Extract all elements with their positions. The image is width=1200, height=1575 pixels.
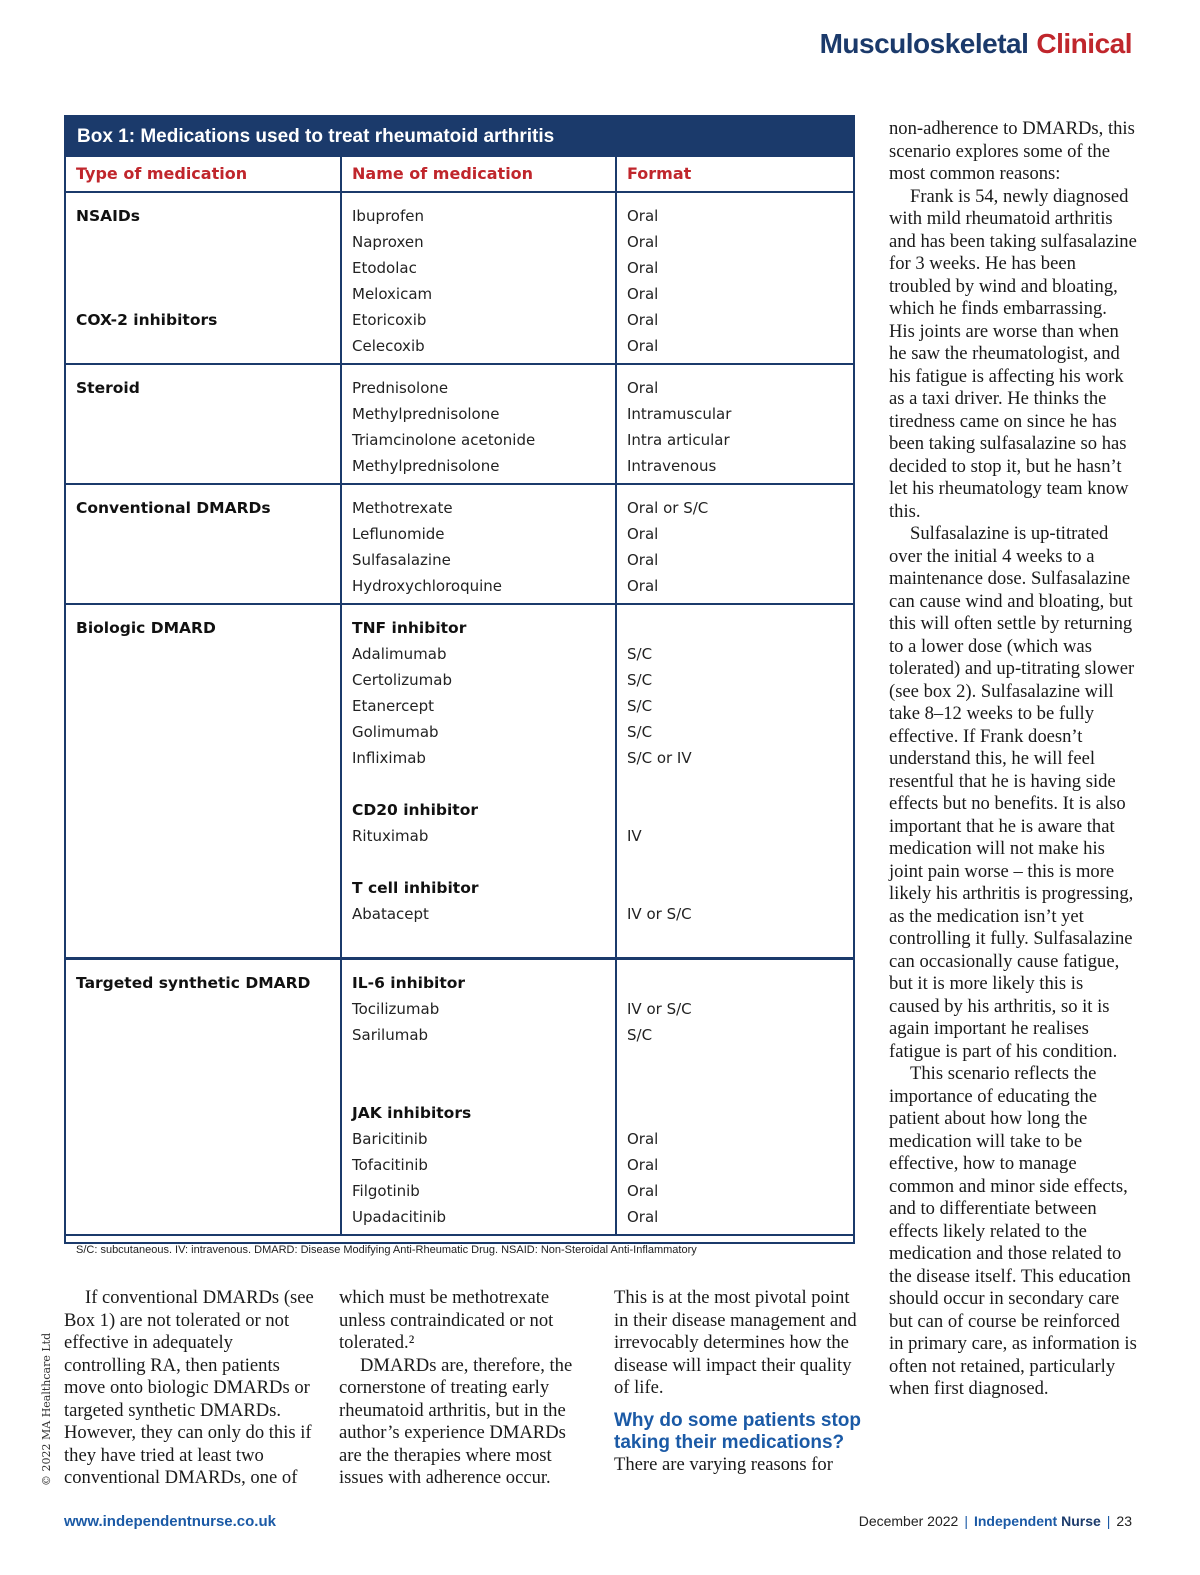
medication-name xyxy=(352,771,615,797)
medication-name: Meloxicam xyxy=(352,285,433,303)
medication-name: Sulfasalazine xyxy=(352,551,451,569)
medication-format: IV or S/C xyxy=(627,1000,692,1018)
issue-date: December 2022 xyxy=(858,1513,959,1529)
paragraph: This scenario reflects the importance of educating the patient about how long the medication will take to be effective, how to manage common and minor side effects, and to differentiate between effects likely related to the medication and those related to the disease itself. This education should occur in secondary care but can of course be reinforced in primary care, as information is often not retained, particularly when first diagnosed. xyxy=(889,1063,1137,1399)
medication-format: IV or S/C xyxy=(627,905,692,923)
section-header xyxy=(820,28,1132,60)
medication-name: Hydroxychloroquine xyxy=(352,577,503,595)
name-cell xyxy=(340,960,615,1234)
medication-format: Oral xyxy=(627,285,659,303)
medication-format xyxy=(627,849,853,875)
format-cell xyxy=(615,365,853,483)
format-cell xyxy=(615,485,853,603)
medication-format xyxy=(627,875,853,901)
drug-class-label: JAK inhibitors xyxy=(352,1104,472,1122)
name-cell xyxy=(340,365,615,483)
medication-format xyxy=(627,1048,853,1074)
column-header-name: Name of medication xyxy=(352,164,534,183)
medication-name xyxy=(352,1074,615,1100)
column-header-format: Format xyxy=(627,164,692,183)
text-column-1 xyxy=(64,1287,314,1490)
section-name: Musculoskeletal xyxy=(819,28,1029,59)
medication-name: Tofacitinib xyxy=(352,1156,428,1174)
medication-name: Filgotinib xyxy=(352,1182,420,1200)
medication-type xyxy=(76,229,340,255)
magazine-name-2: Nurse xyxy=(1061,1513,1101,1529)
name-cell xyxy=(340,485,615,603)
medication-format: Oral xyxy=(627,1156,659,1174)
medication-name: Abatacept xyxy=(352,905,429,923)
format-cell xyxy=(615,605,853,957)
drug-class-label: TNF inhibitor xyxy=(352,619,467,637)
type-cell xyxy=(66,605,340,957)
medication-name: Celecoxib xyxy=(352,337,425,355)
medication-name: Sarilumab xyxy=(352,1026,429,1044)
medication-name: Methotrexate xyxy=(352,499,453,517)
paragraph: There are varying reasons for xyxy=(614,1453,833,1475)
medication-name: Triamcinolone acetonide xyxy=(352,431,536,449)
table-row xyxy=(66,191,853,363)
table-title: Box 1: Medications used to treat rheumatoid arthritis xyxy=(66,117,853,155)
section-category: Clinical xyxy=(1036,28,1132,59)
separator: | xyxy=(964,1513,968,1529)
medication-name: Adalimumab xyxy=(352,645,447,663)
table-header-row xyxy=(66,155,853,191)
medication-format: S/C or IV xyxy=(627,749,692,767)
medication-format: Oral xyxy=(627,379,659,397)
medication-format: Oral xyxy=(627,1182,659,1200)
table-groups xyxy=(66,191,853,1234)
medication-format: Intramuscular xyxy=(627,405,732,423)
medication-table-box xyxy=(64,115,855,1256)
medication-format: Oral or S/C xyxy=(627,499,709,517)
medication-format: S/C xyxy=(627,1026,653,1044)
medication-name: Upadacitinib xyxy=(352,1208,447,1226)
name-cell xyxy=(340,605,615,957)
medication-format xyxy=(627,797,853,823)
page-footer xyxy=(859,1513,1132,1529)
medication-type: Biologic DMARD xyxy=(76,619,216,637)
paragraph: This is at the most pivotal point in their disease management and irrevocably determines how the disease will impact their quality of life. xyxy=(614,1287,857,1398)
medication-format: Oral xyxy=(627,259,659,277)
table-footnote: S/C: subcutaneous. IV: intravenous. DMARD: Disease Modifying Anti-Rheumatic Drug. NSAID: Non-Steroidal Anti-Inflammatory xyxy=(66,1234,853,1280)
medication-type xyxy=(76,255,340,281)
magazine-name: Independent xyxy=(973,1513,1058,1529)
paragraph: non-adherence to DMARDs, this scenario explores some of the most common reasons: xyxy=(889,118,1135,184)
medication-name: Methylprednisolone xyxy=(352,405,500,423)
medication-type: COX-2 inhibitors xyxy=(76,311,218,329)
text-column-4 xyxy=(889,118,1137,1401)
medication-format: Oral xyxy=(627,233,659,251)
medication-name: Golimumab xyxy=(352,723,439,741)
type-cell xyxy=(66,193,340,363)
table-body xyxy=(66,155,853,1234)
medication-name: Etanercept xyxy=(352,697,435,715)
medication-type xyxy=(76,333,340,359)
medication-format: Oral xyxy=(627,577,659,595)
medication-name xyxy=(352,927,615,953)
format-cell xyxy=(615,193,853,363)
medication-format: Oral xyxy=(627,207,659,225)
paragraph: Sulfasalazine is up-titrated over the initial 4 weeks to a maintenance dose. Sulfasalazine can cause wind and bloating, but this will often settle by returning to a lower dose (which was tolerated) and up-titrating slower (see box 2). Sulfasalazine will take 8–12 weeks to be fully effective. If Frank doesn’t understand this, he will feel resentful that he is having side effects but no benefits. It is also important that he is aware that medication will not make his joint pain worse – this is more likely his arthritis is progressing, as the medication isn’t yet controlling it fully. Sulfasalazine can occasionally cause fatigue, but it is more likely this is caused by his arthritis, so it is again important he realises fatigue is part of his condition. xyxy=(889,523,1135,1062)
medication-format xyxy=(627,927,853,953)
subheading: Why do some patients stop taking their medications? xyxy=(614,1409,862,1453)
medication-format: Oral xyxy=(627,311,659,329)
type-cell xyxy=(66,365,340,483)
text-column-2 xyxy=(339,1287,589,1490)
medication-format: S/C xyxy=(627,671,653,689)
medication-type: Conventional DMARDs xyxy=(76,499,271,517)
medication-name: Prednisolone xyxy=(352,379,449,397)
medication-name: Etodolac xyxy=(352,259,417,277)
text-column-3 xyxy=(614,1287,864,1476)
medication-name: Ibuprofen xyxy=(352,207,425,225)
medication-type xyxy=(76,281,340,307)
medication-format: S/C xyxy=(627,723,653,741)
table-row xyxy=(66,957,853,1234)
medication-name: Rituximab xyxy=(352,827,429,845)
page-number: 23 xyxy=(1116,1513,1132,1529)
format-cell xyxy=(615,960,853,1234)
medication-format xyxy=(627,1100,853,1126)
separator: | xyxy=(1106,1513,1111,1529)
type-cell xyxy=(66,960,340,1234)
column-header-type: Type of medication xyxy=(76,164,248,183)
medication-name: Methylprednisolone xyxy=(352,457,500,475)
medication-type: Targeted synthetic DMARD xyxy=(76,974,311,992)
medication-format xyxy=(627,615,853,641)
medication-format: Oral xyxy=(627,551,659,569)
medication-format: Oral xyxy=(627,1130,659,1148)
table-row xyxy=(66,603,853,957)
paragraph: If conventional DMARDs (see Box 1) are not tolerated or not effective in adequately controlling RA, then patients move onto biologic DMARDs or targeted synthetic DMARDs. However, they can only do this if they have tried at least two conventional DMARDs, one of xyxy=(64,1287,314,1488)
table-row xyxy=(66,363,853,483)
copyright-notice: © 2022 MA Healthcare Ltd xyxy=(40,1332,53,1486)
medication-name: Tocilizumab xyxy=(352,1000,440,1018)
type-cell xyxy=(66,485,340,603)
medication-type: NSAIDs xyxy=(76,207,140,225)
medication-name xyxy=(352,1048,615,1074)
paragraph: Frank is 54, newly diagnosed with mild rheumatoid arthritis and has been taking sulfasalazine for 3 weeks. He has been troubled by wind and bloating, which he finds embarrassing. His joints are worse than when he saw the rheumatologist, and his fatigue is affecting his work as a taxi driver. He thinks the tiredness came on since he has been taking sulfasalazine so has decided to stop it, but he hasn’t let his rheumatology team know this. xyxy=(889,185,1137,522)
medication-format xyxy=(627,1074,853,1100)
medication-name: Baricitinib xyxy=(352,1130,428,1148)
medication-name xyxy=(352,849,615,875)
medication-format: S/C xyxy=(627,697,653,715)
medication-name: Infliximab xyxy=(352,749,426,767)
medication-format: Oral xyxy=(627,525,659,543)
medication-format: Oral xyxy=(627,337,659,355)
medication-format: Oral xyxy=(627,1208,659,1226)
medication-type: Steroid xyxy=(76,379,140,397)
medication-format: Intravenous xyxy=(627,457,717,475)
drug-class-label: T cell inhibitor xyxy=(352,879,479,897)
medication-format: Intra articular xyxy=(627,431,730,449)
medication-format xyxy=(627,771,853,797)
medication-format: S/C xyxy=(627,645,653,663)
medication-name: Naproxen xyxy=(352,233,424,251)
medication-format: IV xyxy=(627,827,642,845)
medication-name: Certolizumab xyxy=(352,671,452,689)
paragraph: which must be methotrexate unless contraindicated or not tolerated.² xyxy=(339,1287,554,1353)
name-cell xyxy=(340,193,615,363)
website-link[interactable]: www.independentnurse.co.uk xyxy=(64,1513,276,1530)
paragraph: DMARDs are, therefore, the cornerstone of treating early rheumatoid arthritis, but in the author’s experience DMARDs are the therapies where most issues with adherence occur. xyxy=(339,1354,573,1488)
drug-class-label: IL-6 inhibitor xyxy=(352,974,466,992)
medication-name: Etoricoxib xyxy=(352,311,427,329)
table-row xyxy=(66,483,853,603)
medication-name: Leflunomide xyxy=(352,525,445,543)
drug-class-label: CD20 inhibitor xyxy=(352,801,479,819)
medication-format xyxy=(627,970,853,996)
